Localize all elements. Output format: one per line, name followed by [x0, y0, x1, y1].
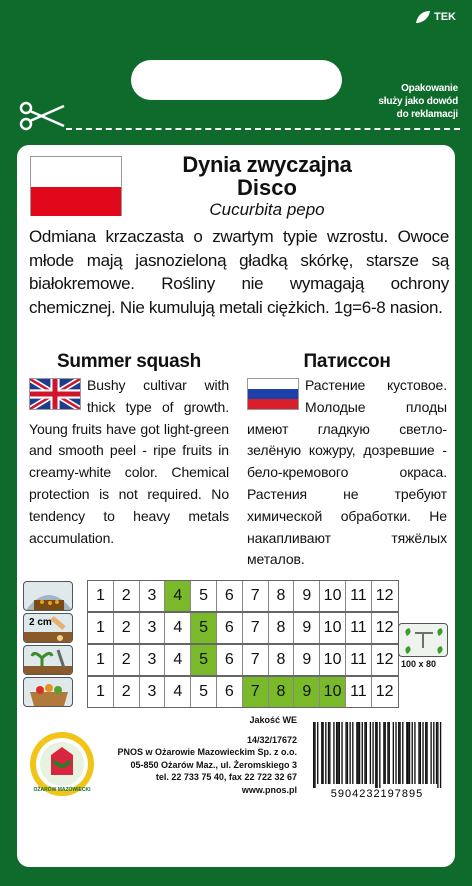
barcode-bar: [314, 722, 315, 788]
russia-flag-icon: [247, 378, 299, 410]
barcode-bar: [337, 722, 338, 784]
barcode-bar: [420, 722, 421, 784]
month-cell: 9: [294, 613, 320, 643]
month-cell: 11: [346, 677, 372, 707]
barcode-bar: [375, 722, 376, 788]
month-cell: 12: [375, 651, 394, 668]
month-cell: 5: [191, 581, 217, 611]
barcode-bar: [370, 722, 371, 784]
barcode-bar: [430, 722, 431, 784]
product-title: Dynia zwyczajna: [182, 152, 352, 177]
month-cell: 10: [320, 613, 346, 643]
uk-flag-icon: [29, 378, 81, 410]
month-cell: 6: [217, 613, 243, 643]
title-block: [137, 153, 397, 221]
company-address: 05-850 Ożarów Maz., ul. Żeromskiego 3: [130, 759, 297, 770]
barcode-bar: [387, 722, 388, 784]
seal-text: OŻARÓW MAZOWIECKI: [33, 787, 91, 793]
month-cell: 4: [165, 613, 191, 643]
barcode-bar: [422, 722, 423, 784]
tek-logo: [415, 10, 456, 24]
barcode-bar: [364, 722, 365, 784]
sowing-depth-icon: [23, 613, 73, 643]
barcode-bar: [321, 722, 322, 784]
calendar-row-depth: [23, 612, 399, 644]
barcode-bar: [322, 722, 323, 784]
month-cell: 1: [88, 677, 114, 707]
month-cell: 9: [294, 581, 320, 611]
company-info: [95, 746, 297, 796]
reference-number: 14/32/17672: [246, 735, 297, 745]
barcode-bar: [345, 722, 346, 784]
month-calendar: [87, 580, 399, 612]
month-cell: 7: [243, 613, 269, 643]
month-cell: 3: [140, 677, 166, 707]
barcode-bar: [366, 722, 367, 784]
tek-logo-text: TEK: [434, 11, 456, 23]
barcode-bar: [372, 722, 373, 784]
polish-description: Odmiana krzaczasta o zwartym typie wzrostu. Owoce młode mają jasnozieloną gładką skórkę, starsze są białokremowe. Rośliny nie wymagają ochrony chemicznej. Nie kumulują metali ciężkich. 1g=6-8 nasion.: [29, 227, 449, 317]
quality-label: Jakość WE: [249, 715, 297, 725]
month-cell: 9: [294, 677, 320, 707]
barcode-bar: [347, 722, 348, 784]
barcode-bar: [398, 722, 399, 784]
barcode-bar: [349, 722, 350, 784]
english-section: [29, 351, 229, 549]
barcode-bar: [406, 722, 407, 784]
calendar-row-planting: [23, 644, 399, 676]
cut-line: [66, 128, 460, 130]
month-cell: 12: [375, 683, 394, 700]
month-cell: 10: [320, 581, 346, 611]
barcode-bar: [409, 722, 410, 784]
barcode-bar: [358, 722, 359, 784]
month-cell: 12: [375, 587, 394, 604]
scissors-icon: [18, 100, 66, 132]
barcode-bar: [359, 722, 360, 784]
barcode-bar: [393, 722, 394, 784]
barcode-bar: [399, 722, 400, 784]
barcode-bar: [362, 722, 363, 784]
company-website: www.pnos.pl: [241, 784, 297, 795]
hang-slot: [131, 60, 342, 100]
planting-seedling-icon: [23, 645, 73, 675]
barcode-bar: [376, 722, 377, 788]
plant-spacing-label: 100 x 80: [401, 659, 437, 669]
month-cell: 11: [346, 581, 372, 611]
barcode-bar: [336, 722, 337, 784]
barcode-bar: [329, 722, 330, 784]
barcode-bar: [383, 722, 384, 784]
english-heading: Summer squash: [57, 351, 201, 372]
barcode-bar: [436, 722, 437, 784]
barcode-bar: [325, 722, 326, 784]
variety-name: Disco: [237, 175, 297, 200]
barcode-bar: [341, 722, 342, 784]
month-cell: 5: [191, 613, 217, 643]
company-phone: tel. 22 733 75 40, fax 22 722 32 67: [155, 772, 297, 782]
month-calendar: [87, 676, 399, 708]
english-text: Bushy cultivar with thick type of growth. Young fruits have got light-green and smooth peel - ripe fruits in creamy-white color. Chemical protection is not required. No tendency to heavy metals accumulation.: [29, 377, 229, 546]
month-cell: 2: [114, 645, 140, 675]
barcode-bar: [433, 722, 434, 784]
barcode-bar: [389, 722, 390, 784]
barcode-bar: [379, 722, 380, 788]
greenhouse-sowing-icon: [23, 581, 73, 611]
month-cell: 7: [243, 677, 269, 707]
month-cell: 8: [269, 613, 295, 643]
barcode-bar: [395, 722, 396, 784]
complaint-note-line: służy jako dowód: [378, 96, 458, 107]
month-cell: 2: [114, 613, 140, 643]
month-calendar: [87, 644, 399, 676]
barcode-bar: [426, 722, 427, 784]
barcode-bar: [440, 722, 441, 788]
company-name: PNOS w Ożarowie Mazowieckim Sp. z o.o.: [117, 747, 297, 757]
month-cell: 3: [140, 645, 166, 675]
month-cell: 6: [217, 581, 243, 611]
latin-name: Cucurbita pepo: [209, 200, 325, 219]
harvest-basket-icon: [23, 677, 73, 707]
month-cell: 7: [243, 645, 269, 675]
month-cell: 1: [88, 645, 114, 675]
barcode-bar: [414, 722, 415, 784]
pnos-seal-logo: [29, 731, 95, 797]
russian-section: [247, 351, 447, 571]
poland-flag-icon: [30, 156, 122, 216]
russian-heading: Патиссон: [303, 351, 391, 372]
barcode-bar: [385, 722, 386, 784]
month-cell: 1: [88, 613, 114, 643]
seed-packet-card: [17, 145, 455, 867]
barcode-bar: [356, 722, 357, 784]
month-cell: 2: [114, 677, 140, 707]
month-cell: 3: [140, 581, 166, 611]
barcode-bar: [408, 722, 409, 784]
month-cell: 10: [320, 677, 346, 707]
month-cell: 6: [217, 677, 243, 707]
month-cell: 4: [165, 645, 191, 675]
barcode: [307, 720, 447, 800]
month-cell: 8: [269, 581, 295, 611]
month-cell: 7: [243, 581, 269, 611]
complaint-note: [378, 82, 458, 121]
month-cell: 1: [88, 581, 114, 611]
month-cell: 11: [346, 645, 372, 675]
month-cell: 8: [269, 645, 295, 675]
month-cell: 5: [191, 645, 217, 675]
calendar-row-harvest: [23, 676, 399, 708]
barcode-bar: [412, 722, 413, 784]
barcode-bar: [339, 722, 340, 784]
barcode-bar: [317, 722, 318, 784]
month-cell: 9: [294, 645, 320, 675]
month-cell: 11: [346, 613, 372, 643]
month-cell: 6: [217, 645, 243, 675]
calendar-row-sowing: [23, 580, 399, 612]
complaint-note-line: Opakowanie: [401, 83, 458, 94]
barcode-bar: [352, 722, 353, 784]
barcode-bar: [313, 722, 314, 788]
complaint-note-line: do reklamacji: [396, 109, 458, 120]
month-cell: 2: [114, 581, 140, 611]
barcode-bar: [328, 722, 329, 784]
barcode-bar: [333, 722, 334, 784]
barcode-bar: [418, 722, 419, 784]
barcode-bar: [437, 722, 438, 788]
barcode-bar: [425, 722, 426, 784]
month-cell: 5: [191, 677, 217, 707]
month-cell: 4: [165, 581, 191, 611]
depth-label: 2 cm: [29, 617, 52, 628]
month-cell: 8: [269, 677, 295, 707]
barcode-number: 5904232197895: [330, 788, 424, 800]
month-cell: 4: [165, 677, 191, 707]
month-cell: 10: [320, 645, 346, 675]
russian-text: Растение кустовое. Молодые плоды имеют гладкую светло-зелёную кожуру, дозревшие - бело-кремового окраса. Растения не требуют химической обработки. Не накапливают тяжёлых металов.: [247, 377, 447, 568]
plant-spacing-icon: [398, 623, 448, 657]
barcode-bar: [402, 722, 403, 784]
leaf-icon: [415, 10, 431, 24]
month-cell: 3: [140, 613, 166, 643]
month-calendar: [87, 612, 399, 644]
month-cell: 12: [375, 619, 394, 636]
